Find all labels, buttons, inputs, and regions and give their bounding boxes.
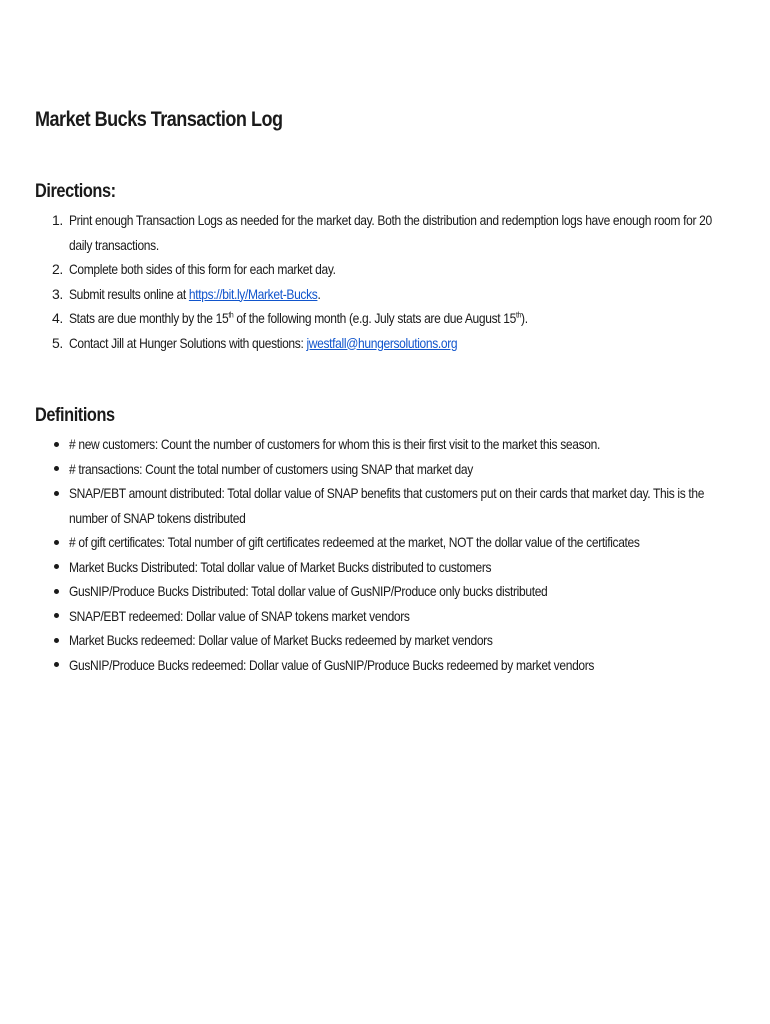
- list-number: 5.: [52, 334, 63, 351]
- bullet-icon: [52, 555, 59, 580]
- list-number: 3.: [52, 285, 63, 302]
- definitions-heading: Definitions: [35, 405, 115, 426]
- definitions-list: [0, 432, 770, 677]
- list-number: 2.: [52, 261, 63, 277]
- bullet-icon: [52, 604, 59, 629]
- definition-text: GusNIP/Produce Bucks Distributed: Total dollar value of GusNIP/Produce only bucks distributed: [69, 583, 548, 599]
- definition-item: [0, 481, 770, 530]
- market-bucks-link[interactable]: https://bit.ly/Market-Bucks: [188, 285, 318, 302]
- definition-text: Market Bucks Distributed: Total dollar value of Market Bucks distributed to customers: [69, 558, 492, 575]
- document-title: Market Bucks Transaction Log: [35, 108, 283, 131]
- definition-item: [0, 530, 770, 555]
- list-number: 1.: [52, 212, 63, 228]
- directions-item: [0, 208, 770, 257]
- contact-email-link[interactable]: jwestfall@hungersolutions.org: [306, 334, 458, 351]
- bullet-icon: [52, 457, 59, 482]
- definition-text: SNAP/EBT amount distributed: Total dollar value of SNAP benefits that customers put on their cards that market day. This is the number of SNAP tokens distributed: [69, 485, 705, 526]
- directions-item-prefix: Submit results online at: [69, 285, 189, 302]
- directions-item-suffix: .: [317, 285, 321, 302]
- list-number: 4.: [52, 310, 63, 326]
- directions-item-part: of the following month (e.g. July stats are due August 15: [233, 310, 516, 326]
- directions-heading: Directions:: [35, 181, 116, 202]
- directions-item: [0, 282, 770, 307]
- ordinal-superscript: th: [515, 310, 522, 320]
- definition-item: [0, 432, 770, 457]
- definition-text: GusNIP/Produce Bucks redeemed: Dollar value of GusNIP/Produce Bucks redeemed by market vendors: [69, 656, 595, 673]
- definition-text: # of gift certificates: Total number of gift certificates redeemed at the market, NOT the dollar value of the certificates: [69, 534, 640, 550]
- definition-item: [0, 457, 770, 482]
- definition-text: # new customers: Count the number of customers for whom this is their first visit to the market this season.: [69, 436, 600, 452]
- bullet-icon: [52, 530, 59, 555]
- directions-item: [0, 257, 770, 282]
- directions-list: [0, 208, 770, 355]
- definition-item: [0, 604, 770, 629]
- definition-item: [0, 653, 770, 678]
- directions-item: [0, 306, 770, 331]
- definition-item: [0, 579, 770, 604]
- definition-text: Market Bucks redeemed: Dollar value of Market Bucks redeemed by market vendors: [69, 632, 493, 648]
- directions-item-text: [69, 331, 723, 356]
- directions-item: [0, 331, 770, 356]
- directions-item-part: Stats are due monthly by the 15: [69, 310, 229, 326]
- directions-item-text: [69, 282, 723, 307]
- directions-item-text: [69, 306, 723, 331]
- definition-text: # transactions: Count the total number of customers using SNAP that market day: [69, 460, 473, 477]
- bullet-icon: [52, 579, 59, 604]
- definition-text: SNAP/EBT redeemed: Dollar value of SNAP tokens market vendors: [69, 607, 410, 624]
- bullet-icon: [52, 628, 59, 653]
- directions-item-text: Complete both sides of this form for each market day.: [69, 261, 336, 277]
- definition-item: [0, 628, 770, 653]
- directions-item-part: ).: [521, 310, 528, 326]
- bullet-icon: [52, 432, 59, 457]
- ordinal-superscript: th: [228, 310, 234, 320]
- bullet-icon: [52, 653, 59, 678]
- definition-item: [0, 555, 770, 580]
- bullet-icon: [52, 481, 59, 506]
- directions-item-text: Print enough Transaction Logs as needed for the market day. Both the distribution and redemption logs have enough room for 20 daily transactions.: [69, 212, 712, 253]
- directions-item-prefix: Contact Jill at Hunger Solutions with questions:: [69, 334, 307, 351]
